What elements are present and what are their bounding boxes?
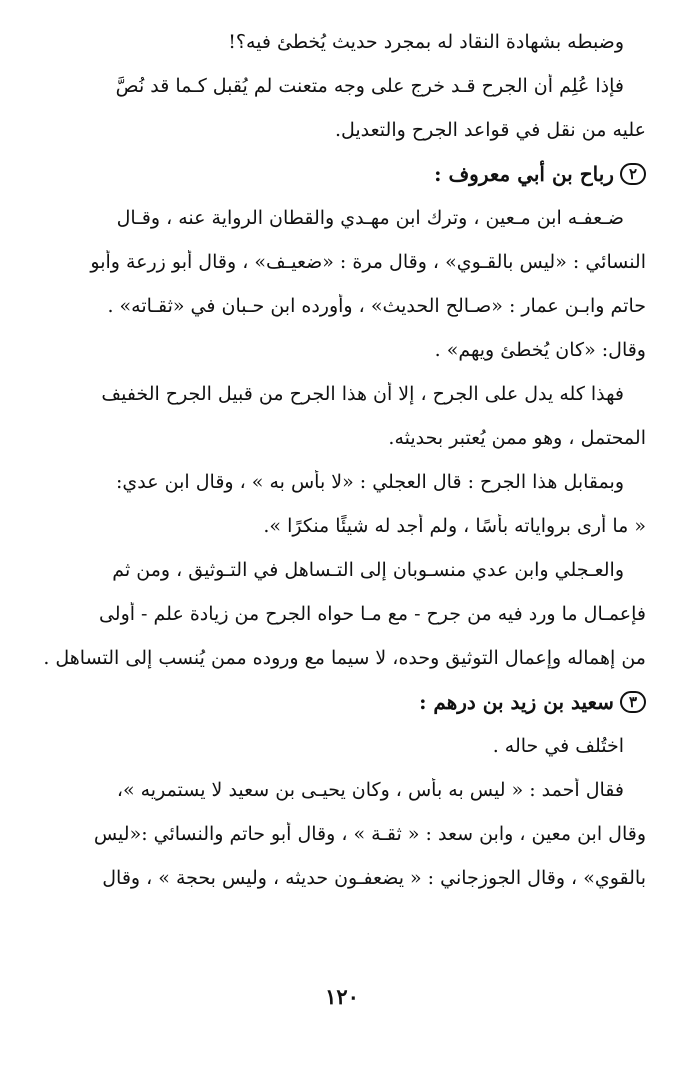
text-line: حاتم وابـن عمار : «صـالح الحديث» ، وأورده ابن حـبان في «ثقـاته» . [107, 295, 646, 317]
text-line: « ما أرى برواياته بأسًا ، ولم أجد له شيئًا منكرًا ». [263, 515, 646, 537]
text-line: من إهماله وإعمال التوثيق وحده، لا سيما مع وروده ممن يُنسب إلى التساهل . [43, 647, 646, 669]
page-number: ١٢٠ [325, 984, 359, 1009]
text-line: فهذا كله يدل على الجرح ، إلا أن هذا الجرح من قبيل الجرح الخفيف [101, 383, 624, 405]
section-number-badge: ٢ [620, 163, 646, 185]
text-line: والعـجلي وابن عدي منسـوبان إلى التـساهل في التـوثيق ، ومن ثم [112, 559, 624, 581]
section-heading-2 [26, 162, 646, 206]
text-line: وقال: «كان يُخطئ ويهم» . [434, 339, 646, 361]
section-3-body [26, 734, 646, 910]
section-2-body [26, 206, 646, 690]
text-line: بالقوي» ، وقال الجوزجاني : « يضعفـون حديثه ، وليس بحجة » ، وقال [102, 867, 646, 889]
section-title: رباح بن أبي معروف : [434, 162, 614, 186]
text-line: وقال ابن معين ، وابن سعد : « ثقـة » ، وقال أبو حاتم والنسائي :«ليس [93, 823, 646, 845]
intro-paragraph [26, 30, 646, 162]
text-line: النسائي : «ليس بالقـوي» ، وقال مرة : «ضعيـف» ، وقال أبو زرعة وأبو [90, 251, 646, 273]
text-line: فإعمـال ما ورد فيه من جرح - مع مـا حواه الجرح من زيادة علم - أولى [98, 603, 646, 625]
text-line: وبمقابل هذا الجرح : قال العجلي : «لا بأس به » ، وقال ابن عدي: [116, 471, 624, 493]
section-number-badge: ٣ [620, 691, 646, 713]
section-title: سعيد بن زيد بن درهم : [419, 690, 614, 714]
text-line: ضـعفـه ابن مـعين ، وترك ابن مهـدي والقطان الرواية عنه ، وقـال [116, 207, 624, 229]
text-line: اختُلف في حاله . [492, 735, 624, 757]
text-line: وضبطه بشهادة النقاد له بمجرد حديث يُخطئ فيه؟! [228, 31, 624, 53]
text-line: فإذا عُلِم أن الجرح قـد خرج على وجه متعنت لم يُقبل كـما قد نُصَّ [115, 75, 624, 97]
section-heading-3 [26, 690, 646, 734]
page-body [26, 30, 646, 910]
text-line: عليه من نقل في قواعد الجرح والتعديل. [334, 119, 646, 141]
text-line: المحتمل ، وهو ممن يُعتبر بحديثه. [388, 427, 646, 449]
text-line: فقال أحمد : « ليس به بأس ، وكان يحيـى بن سعيد لا يستمريه »، [116, 779, 624, 801]
